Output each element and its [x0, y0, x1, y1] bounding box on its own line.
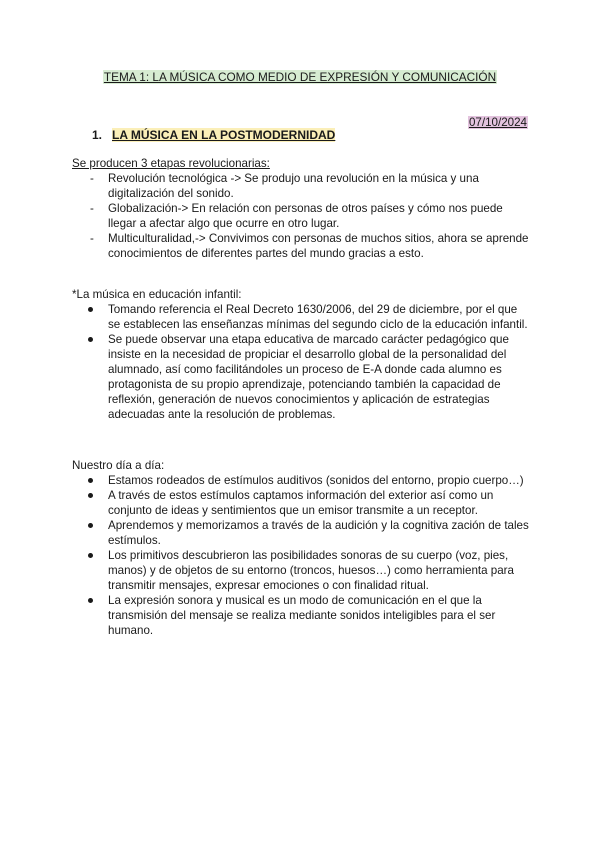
section-heading [92, 128, 335, 143]
bullet-icon [88, 598, 93, 603]
infantil-intro: *La música en educación infantil: [72, 288, 242, 301]
list-item: Los primitivos descubrieron las posibilidades sonoras de su cuerpo (voz, pies, manos) y de objetos de su entorno (troncos, huesos…) como herramienta para transmitir mensajes, expresar emociones o con finalidad ritual. [72, 548, 532, 593]
stages-block [72, 156, 532, 261]
stages-list [72, 171, 532, 261]
bullet-icon [88, 478, 93, 483]
bullet-icon [88, 553, 93, 558]
infantil-list [72, 302, 532, 422]
list-item: Estamos rodeados de estímulos auditivos (sonidos del entorno, propio cuerpo…) [72, 473, 532, 488]
date-text: 07/10/2024 [468, 116, 527, 129]
document-title [0, 70, 600, 85]
infantil-block [72, 287, 532, 422]
bullet-icon [88, 307, 93, 312]
dia-list [72, 473, 532, 638]
list-item: A través de estos estímulos captamos información del exterior así como un conjunto de ideas y sentimientos que un emisor transmite a un receptor. [72, 488, 532, 518]
list-item: Tomando referencia el Real Decreto 1630/2006, del 29 de diciembre, por el que se establecen las enseñanzas mínimas del segundo ciclo de la educación infantil. [72, 302, 532, 332]
date [468, 115, 528, 130]
bullet-icon [88, 337, 93, 342]
list-item: La expresión sonora y musical es un modo de comunicación en el que la transmisión del mensaje se realiza mediante sonidos inteligibles para el ser humano. [72, 593, 532, 638]
bullet-icon [88, 523, 93, 528]
list-item: - Revolución tecnológica -> Se produjo una revolución en la música y una digitalización del sonido. [90, 172, 479, 200]
section-title: LA MÚSICA EN LA POSTMODERNIDAD [112, 128, 336, 142]
list-item: - Globalización-> En relación con personas de otros países y cómo nos puede llegar a afectar algo que ocurre en otro lugar. [90, 202, 503, 230]
dia-block [72, 458, 532, 638]
stages-intro: Se producen 3 etapas revolucionarias: [72, 157, 270, 170]
section-number: 1. [92, 128, 103, 142]
title-text: TEMA 1: LA MÚSICA COMO MEDIO DE EXPRESIÓN Y COMUNICACIÓN [103, 70, 497, 84]
bullet-icon [88, 493, 93, 498]
dia-intro: Nuestro día a día: [72, 459, 165, 472]
list-item: Aprendemos y memorizamos a través de la audición y la cognitiva zación de tales estímulos. [72, 518, 532, 548]
list-item: - Multiculturalidad,-> Convivimos con personas de muchos sitios, ahora se aprende conocimientos de diferentes partes del mundo gracias a esto. [90, 232, 529, 260]
list-item: Se puede observar una etapa educativa de marcado carácter pedagógico que insiste en la necesidad de propiciar el desarrollo global de la personalidad del alumnado, así como facilitándoles un proceso de E-A donde cada alumno es protagonista de su propio aprendizaje, potenciando también la capacidad de reflexión, generación de nuevos conocimientos y aplicación de estrategias adecuadas ante la resolución de problemas. [72, 332, 532, 422]
